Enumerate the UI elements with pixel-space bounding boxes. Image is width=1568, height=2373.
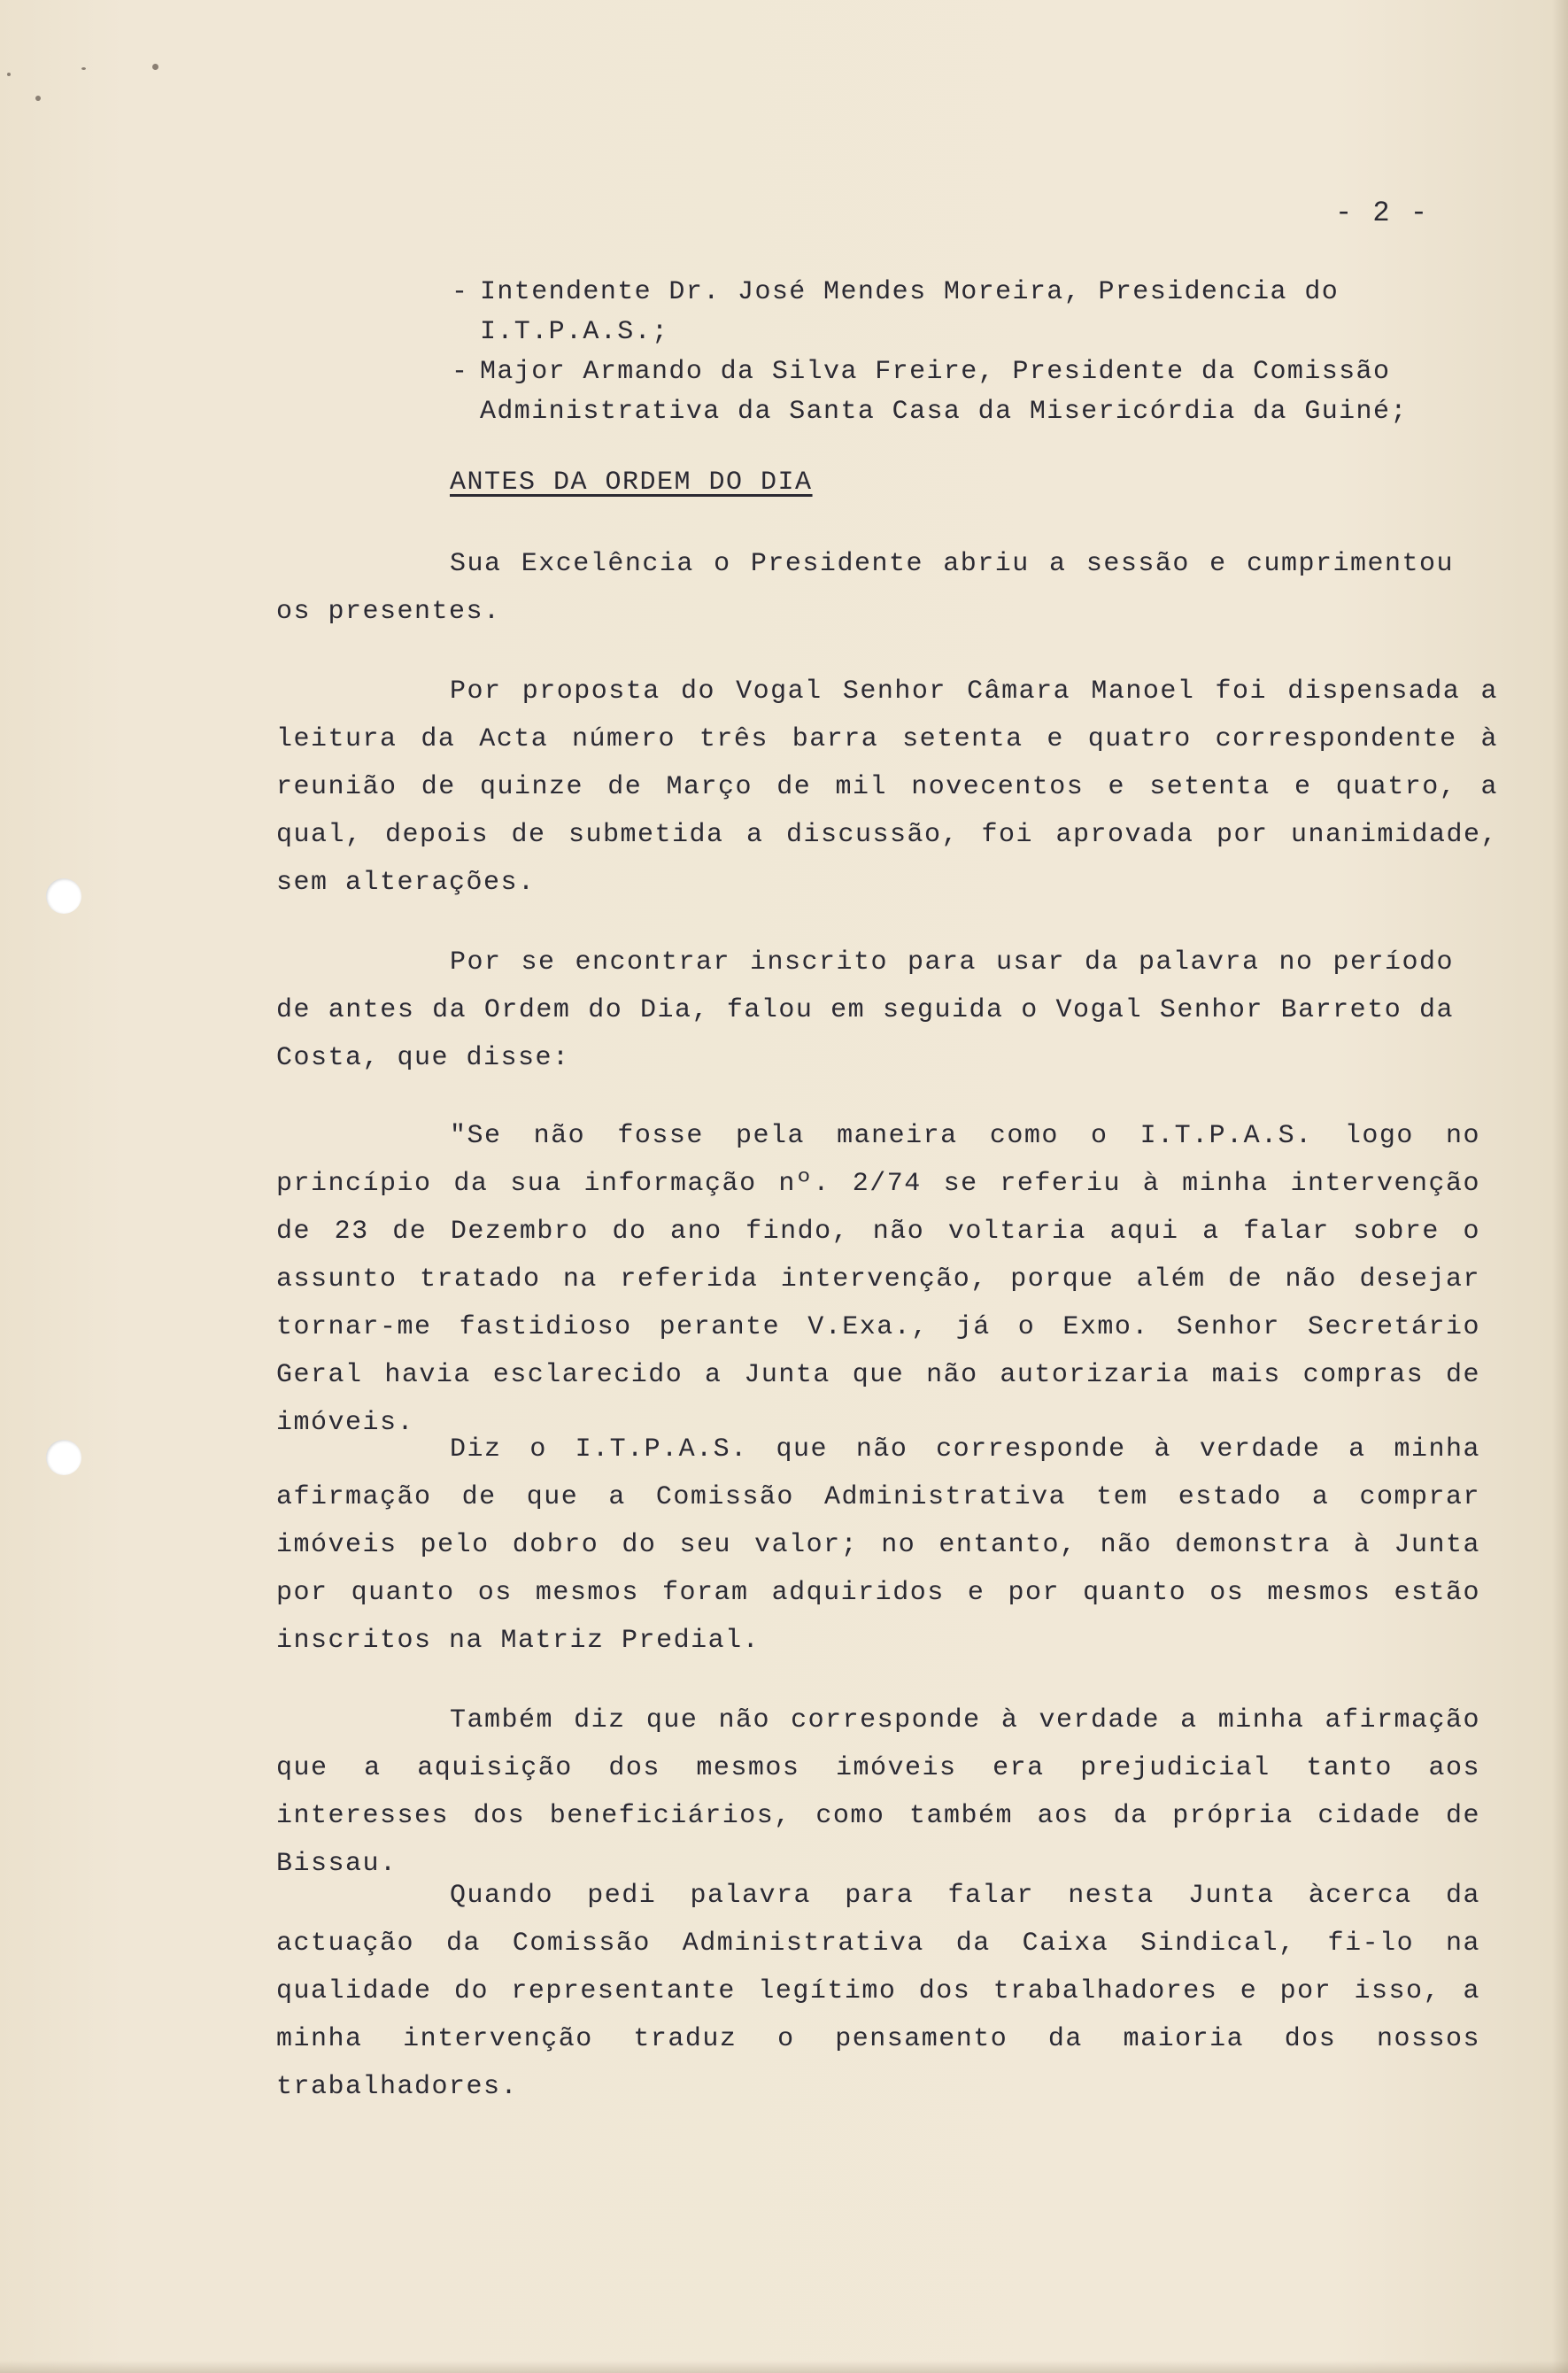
paragraph-speaker-intro: Por se encontrar inscrito para usar da palavra no período de antes da Ordem do Dia, falou em seguida o Vogal Senhor Barreto da Costa, que disse: bbox=[276, 947, 1454, 1073]
attendee-item bbox=[452, 273, 1410, 352]
paper-bottom-shadow bbox=[0, 2361, 1568, 2373]
paper-speck bbox=[35, 96, 41, 101]
paragraph-minutes-approval: Por proposta do Vogal Senhor Câmara Manoel foi dispensada a leitura da Acta número três barra setenta e quatro correspondente à reunião de quinze de Março de mil novecentos e setenta e quatro, a qual, depois de submetida a discussão, foi aprovada por unanimidade, sem alterações. bbox=[276, 676, 1498, 898]
punch-hole-top bbox=[46, 878, 81, 914]
paper-speck bbox=[81, 67, 86, 70]
attendee-text: Major Armando da Silva Freire, Presidente da Comissão Administrativa da Santa Casa da Misericórdia da Guiné; bbox=[480, 357, 1408, 427]
paper-edge-shadow bbox=[1552, 0, 1568, 2373]
paragraph-speech-4: Quando pedi palavra para falar nesta Junta àcerca da actuação da Comissão Administrativa da Caixa Sindical, fi-lo na qualidade do representante legítimo dos trabalhadores e por isso, a minha intervenção traduz o pensamento da maioria dos nossos trabalhadores. bbox=[276, 1881, 1480, 2102]
paper-speck bbox=[7, 73, 11, 76]
list-dash: - bbox=[452, 357, 469, 387]
attendee-text: Intendente Dr. José Mendes Moreira, Presidencia do I.T.P.A.S.; bbox=[480, 277, 1340, 347]
paragraph-speech-3: Também diz que não corresponde à verdade a minha afirmação que a aquisição dos mesmos imóveis era prejudicial tanto aos interesses dos beneficiários, como também aos da própria cidade de Bissau. bbox=[276, 1705, 1480, 1879]
paragraph-opening: Sua Excelência o Presidente abriu a sessão e cumprimentou os presentes. bbox=[276, 549, 1454, 627]
punch-hole-bottom bbox=[46, 1440, 81, 1475]
paragraph-speech-1: "Se não fosse pela maneira como o I.T.P.A.S. logo no princípio da sua informação nº. 2/74 se referiu à minha intervenção de 23 de Dezembro do ano findo, não voltaria aqui a falar sobre o assunto tratado na referida intervenção, porque além de não desejar tornar-me fastidioso perante V.Exa., já o Exmo. Senhor Secretário Geral havia esclarecido a Junta que não autorizaria mais compras de imóveis. bbox=[276, 1121, 1480, 1438]
paragraph-speech-2: Diz o I.T.P.A.S. que não corresponde à verdade a minha afirmação de que a Comissão Administrativa tem estado a comprar imóveis pelo dobro do seu valor; no entanto, não demonstra à Junta por quanto os mesmos foram adquiridos e por quanto os mesmos estão inscritos na Matriz Predial. bbox=[276, 1434, 1480, 1656]
list-dash: - bbox=[452, 277, 469, 307]
page-number: - 2 - bbox=[1335, 197, 1430, 229]
attendee-item bbox=[452, 352, 1410, 432]
section-heading: ANTES DA ORDEM DO DIA bbox=[450, 468, 813, 498]
paper-speck bbox=[152, 64, 158, 70]
